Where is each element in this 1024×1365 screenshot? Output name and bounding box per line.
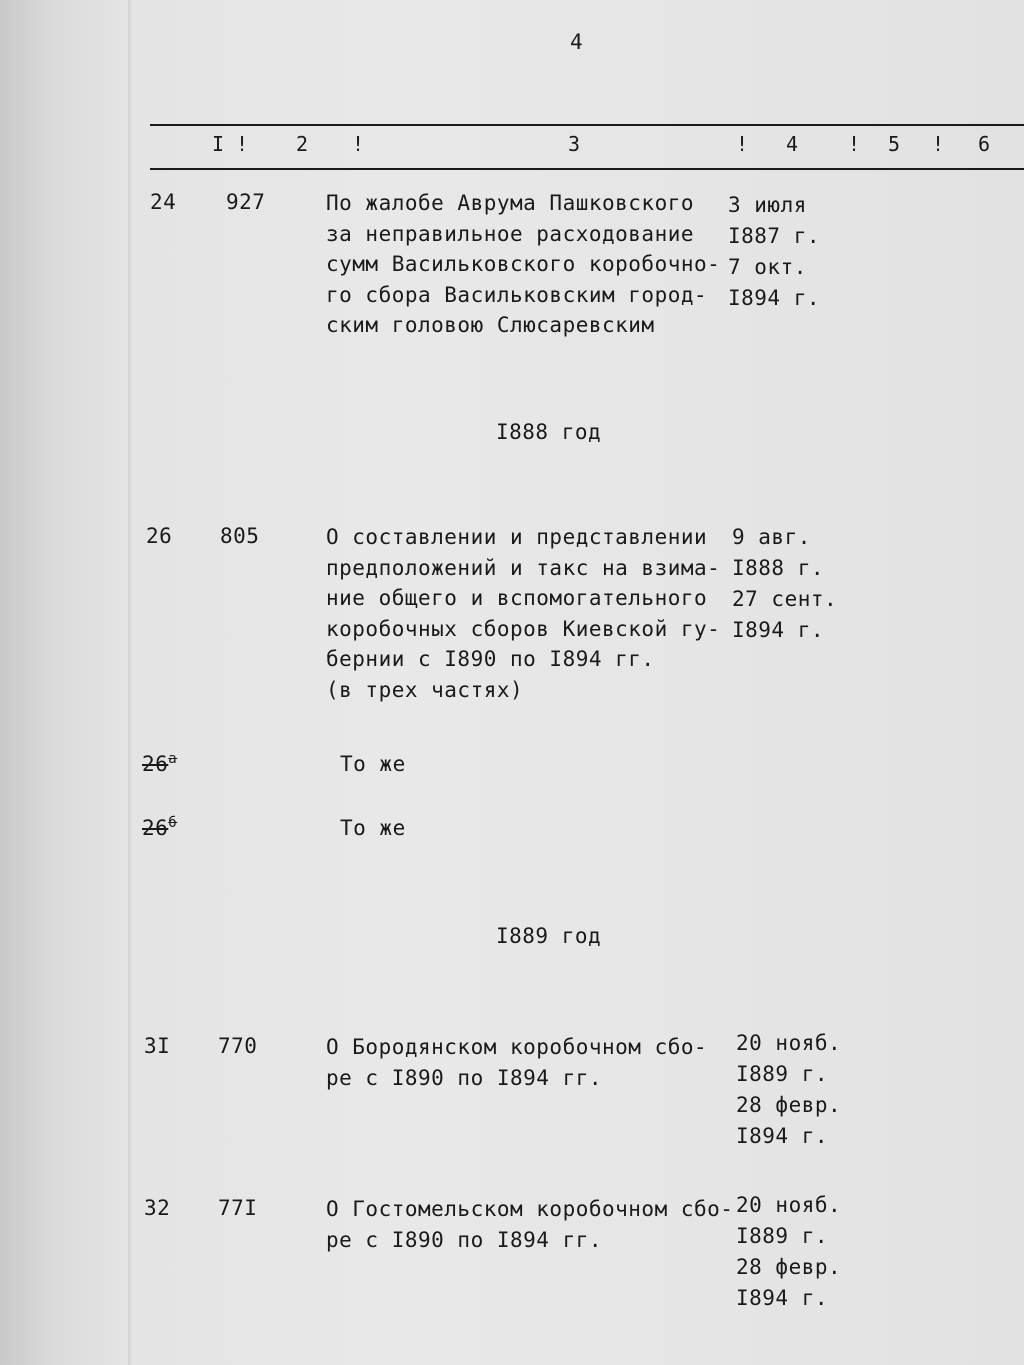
header-separator: ! (932, 132, 945, 156)
description-line: бернии с I890 по I894 гг. (326, 647, 655, 672)
header-col-5: 5 (888, 132, 901, 156)
header-col-3: 3 (568, 132, 581, 156)
description-line: ние общего и вспомогательного (326, 586, 708, 611)
page-fold-shadow (128, 0, 132, 1365)
description-line: го сбора Васильковским город- (326, 282, 708, 307)
entry-number-base: 26 (142, 816, 169, 840)
description-line: сумм Васильковского коробочно- (326, 252, 721, 277)
date-line: 7 окт. (728, 255, 807, 279)
description-line: ре с I890 по I894 гг. (326, 1065, 603, 1090)
date-line: I887 г. (728, 224, 821, 248)
entry-description (326, 522, 720, 706)
entry-number-base: 26 (142, 752, 169, 776)
date-line: I894 г. (736, 1286, 829, 1310)
date-line: I889 г. (736, 1062, 829, 1086)
description-line: О Бородянском коробочном сбо- (326, 1035, 708, 1059)
entry-description: То же (340, 816, 406, 840)
description-line: (в трех частях) (326, 677, 524, 702)
header-separator: ! (736, 132, 749, 156)
header-bottom-rule (150, 168, 1024, 170)
date-line: I889 г. (736, 1224, 829, 1248)
entry-number (142, 816, 177, 840)
description-line: за неправильное расходование (326, 221, 695, 246)
date-line: I894 г. (728, 286, 821, 310)
year-heading: I888 год (496, 420, 602, 444)
date-line: I894 г. (732, 618, 825, 642)
date-line: 20 нояб. (736, 1193, 842, 1217)
year-heading: I889 год (496, 924, 602, 948)
description-line: предположений и такс на взима- (326, 555, 721, 580)
header-col-1: I (212, 132, 225, 156)
header-col-2: 2 (296, 132, 309, 156)
description-line: О Гостомельском коробочном сбо- (326, 1197, 734, 1221)
entry-number (142, 752, 177, 776)
description-line: ским головою Слюсаревским (326, 313, 655, 338)
date-line: 3 июля (728, 193, 807, 217)
entry-number-suffix: б (168, 815, 178, 831)
entry-dates (736, 1190, 841, 1314)
header-top-rule (150, 124, 1024, 126)
entry-code: 770 (218, 1034, 258, 1058)
date-line: 28 февр. (736, 1255, 842, 1279)
entry-code: 805 (220, 524, 260, 548)
entry-code: 77I (218, 1196, 258, 1220)
entry-number: 24 (150, 190, 177, 214)
description-line: ре с I890 по I894 гг. (326, 1227, 603, 1252)
date-line: 9 авг. (732, 525, 811, 549)
description-line: коробочных сборов Киевской гу- (326, 616, 721, 641)
entry-number: 32 (144, 1196, 171, 1220)
description-line: По жалобе Аврума Пашковского (326, 191, 695, 215)
entry-dates (736, 1028, 841, 1152)
header-separator: ! (352, 132, 365, 156)
description-line: О составлении и представлении (326, 525, 708, 549)
entry-number-suffix: а (168, 751, 178, 767)
entry-number: 3I (144, 1034, 171, 1058)
entry-dates (732, 522, 837, 646)
entry-description (326, 1194, 733, 1255)
entry-code: 927 (226, 190, 266, 214)
date-line: 20 нояб. (736, 1031, 842, 1055)
header-col-6: 6 (978, 132, 991, 156)
date-line: I894 г. (736, 1124, 829, 1148)
header-separator: ! (236, 132, 249, 156)
date-line: I888 г. (732, 556, 825, 580)
page-number: 4 (570, 30, 584, 54)
entry-number: 26 (146, 524, 173, 548)
date-line: 28 февр. (736, 1093, 842, 1117)
entry-description (326, 1032, 707, 1093)
entry-description: То же (340, 752, 406, 776)
header-col-4: 4 (786, 132, 799, 156)
header-separator: ! (848, 132, 861, 156)
entry-description (326, 188, 720, 341)
date-line: 27 сент. (732, 587, 838, 611)
entry-dates (728, 190, 820, 314)
